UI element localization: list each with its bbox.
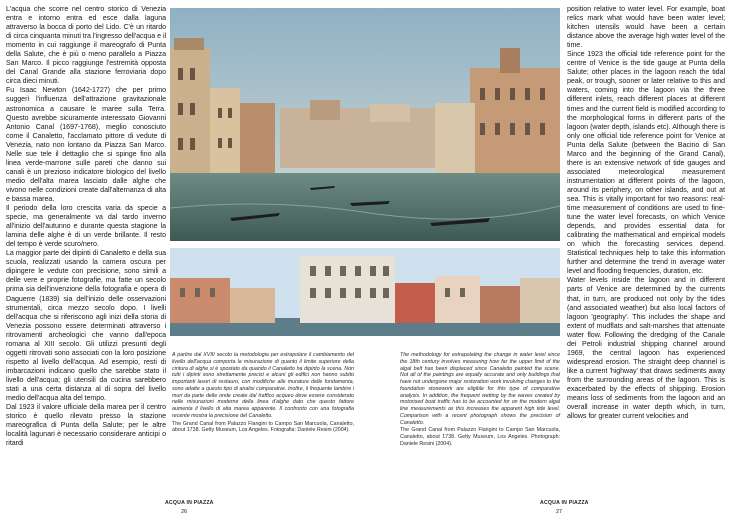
caption-italian-text: A partire dal XVIII secolo la metodologia per estrapolare il cambiamento del livello dell'acqua comporta la misurazione di quanto il limite superiore della cintura di alghe si è spostato da quando il Canaletto ha dipinto la scena. Non tutti i dipinti sono strettamente precisi e alcuni gli edifici non hanno subito importanti lavori di restauro, con modifiche alle murature delle fondamenta, sono adatte a questo tipo di analisi comparative. Inoltre, il frequente lambire i muri da parte delle onde create dal traffico acqueo deve essere considerato nelle misurazioni moderne della linea d'alghe dato che questo fattore aumenta il livello di alta marea apparente. Il confronto con una fotografia recente mostra la precisione del Canaletto. (172, 352, 354, 419)
left-text-column (6, 5, 166, 448)
left-paragraph: Fu Isaac Newton (1642-1727) che per primo suggerì l'influenza dell'attrazione gravitazionale astronomica a causare le maree sulla Terra. Questo avrebbe sicuramente interessato Giovanni Antonio Canal (1697-1768), meglio conosciuto come il Canaletto, l'acclamato pittore di vedute di Venezia, nato non lontano da Piazza San Marco. Nelle sue tele il dettaglio che si spinge fino alla linea verde-marrone sulle pareti che danno sui canali è un prezioso indicatore biologico del livello medio dell'alta marea lasciato dalle alghe che vivono nelle condizioni create dall'alternanza di alta e bassa marea. (6, 86, 166, 203)
caption-english (400, 352, 560, 448)
page-number-right: 27 (556, 509, 563, 515)
running-footer-left: ACQUA IN PIAZZA (165, 500, 214, 506)
right-paragraph: position relative to water level. For example, boat relics mark what would have been water level; kitchen utensils would have been a certain distance above the average high water level of the time. (567, 5, 725, 50)
left-paragraph: Il periodo della loro crescita varia da specie a specie, ma generalmente va dal tardo inverno all'inizio dell'autunno e durante questa stagione la lamina delle alghe è di un verde brillante. Il resto del tempo è verde scuro/nero. (6, 204, 166, 249)
right-paragraph: Water levels inside the lagoon and in different parts of Venice are determined by the currents that, in turn, are produced not only by the tides (and associated weather) but also local factors of lagoon 'geography'. This includes the shape and extent of mudflats and salt-marshes that attenuate water flow. Following the dredging of the Canale dei Petroli industrial shipping channel around 1969, the central lagoon has experienced widespread erosion. The straight deep channel is like a current 'highway' that draws sediments away from the surrounding areas of the lagoon. This is exacerbated by the effects of shipping. Erosion means loss of sediments from the lagoon and an overall increase in water depth which, in turn, allows for greater current velocities and (567, 276, 725, 421)
left-paragraph: La maggior parte dei dipinti di Canaletto e della sua scuola, realizzati usando la camera oscura per dipingere le vedute con precisione, sono simili a delle vere e proprie fotografie, ma fatte un secolo prima sia dell'invenzione della fotografia e opera di Daguerre (1839) sia dell'inizio delle osservazioni strumentali, circa mezzo secolo dopo. I livelli dell'acqua che si riferiscono agli inizi della storia di Venezia possono essere determinati attraverso i ritrovamenti archeologici che vanno dall'epoca romana al XIII secolo. Gli utilizzi presunti degli oggetti ritrovati sono associati con la loro posizione rispetto al livello dell'acqua. Ad esempio, resti di imbarcazioni indicano quello che sarebbe stato il livello dell'acqua; gli utensili da cucina sarebbero stati a una certa distanza al di sopra del livello medio dell'acqua alta del tempo. (6, 249, 166, 403)
caption-italian (172, 352, 354, 434)
left-paragraph: Dal 1923 il valore ufficiale della marea per il centro storico è quello rilevato presso la stazione mareografica di Punta della Salute; per le altre località lagunari è necessario considerare anticipi o ritardi (6, 403, 166, 448)
photo-illustration (170, 248, 560, 336)
caption-english-credit: The Grand Canal from Palazzo Flangini to Campo San Marcuola, Canaletto, about 1738. Getty Museum, Los Angeles. Photograph: Daniele Resini (2004). (400, 427, 560, 447)
right-paragraph: Since 1923 the official tide reference point for the centre of Venice is the tide gauge at Punta della Salute; other places in the lagoon reach the tidal peak, or trough, sooner or later relative to this and waters, coming into the lagoon via the three different inlets, reach different places at different times and the current field is modified according to the morphological forms in different parts of the lagoon (water depth, islands etc). Although there is only one official tide reference point for Venice at Punta della Salute (between the Bacino di San Marco and the beginning of the Grand Canal), there is an extensive network of tide gauges and associated meteorological measurement instrumentation at different points of the lagoon, around its periphery, on other islands, and out at sea. This is vitally important for two reasons: real-time measurement of conditions are used to fine-tune the water level forecasts, on which Venice depends, and provides essential data for calibrating the mathematical and empirical models on which the forecasting services depend. Statistical techniques help to take this information further and determine the trend in average water level and flooding frequencies, duration, etc. (567, 50, 725, 276)
modern-photograph (170, 248, 560, 336)
left-paragraph: L'acqua che scorre nel centro storico di Venezia entra e intorno entra ed esce dalla laguna attraverso la bocca di porto del Lido. C'è un ritardo di circa cinquanta minuti tra l'ingresso dell'acqua e il momento in cui raggiunge il mareografo di Punta della Salute, che è più o meno parallelo a Piazza San Marco. Il picco raggiunge l'estremità opposta del Canal Grande alla stazione ferroviaria dopo circa dieci minuti. (6, 5, 166, 86)
page-number-left: 26 (181, 509, 188, 515)
caption-italian-credit: The Grand Canal from Palazzo Flangini to Campo San Marcuola, Canaletto, about 1738. Getty Museum, Los Angeles. Fotografia: Daniele Resini (2004). (172, 420, 354, 434)
running-footer-right: ACQUA IN PIAZZA (540, 500, 589, 506)
painting-illustration (170, 8, 560, 241)
right-text-column (567, 5, 725, 421)
canaletto-painting (170, 8, 560, 241)
caption-english-text: The methodology for extrapolating the change in water level since the 18th century involves measuring how far the upper limit of the algal belt has been displaced since Canaletto painted the scene. Not all of the paintings are equally accurate and only buildings that have not undergone major restoration work involving changes to the foundation stonework are eligible for this type of comparative analysis. In addition, the frequent wetting by the waves created by motorised boat traffic has to be accounted for on the modern algal line measurements as this increases the apparent high tide level. Comparison with a recent photograph shows the precision of Canaletto. (400, 352, 560, 426)
